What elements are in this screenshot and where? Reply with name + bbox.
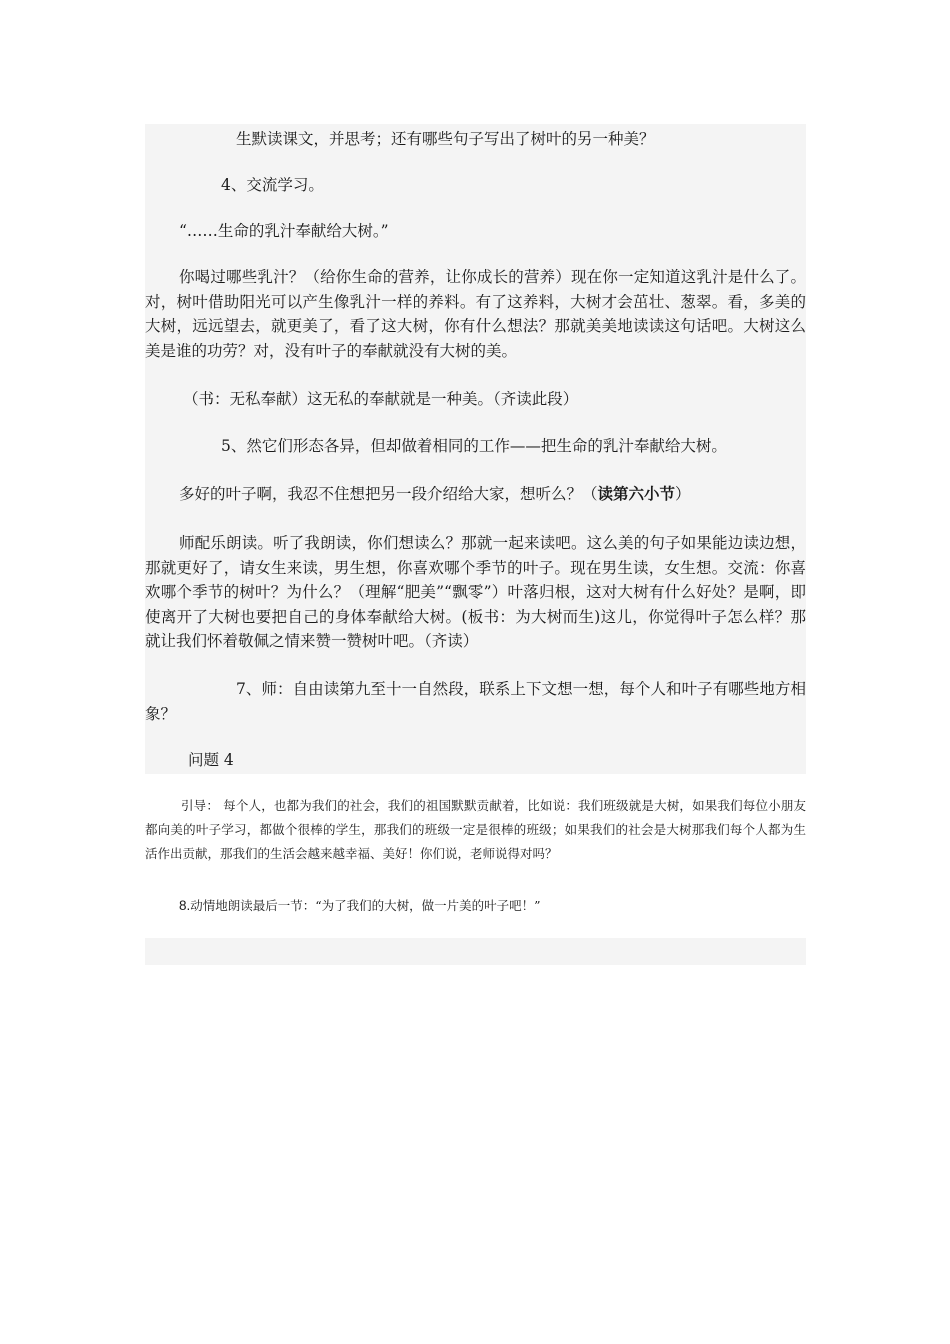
paragraph-guidance: 引导： 每个人，也都为我们的社会，我们的祖国默默贡献着，比如说：我们班级就是大树，如果我们每位小朋友都向美的叶子学习，都做个很棒的学生，那我们的班级一定是很棒的班级；如果我们的社会是大树那我们每个人都为生活作出贡献，那我们的生活会越来越幸福、美好！你们说，老师说得对吗？: [145, 798, 806, 861]
paragraph-teacher-reading: 师配乐朗读。听了我朗读，你们想读么？那就一起来读吧。这么美的句子如果能边读边想，那就更好了，请女生来读，男生想，你喜欢哪个季节的叶子。现在男生读，女生想。交流：你喜欢哪个季节的树叶？为什么？（理解“肥美”“飘零”）叶落归根，这对大树有什么好处？是啊，即使离开了大树也要把自己的身体奉献给大树。(板书：为大树而生)这儿，你觉得叶子怎么样？那就让我们怀着敬佩之情来赞一赞树叶吧。（齐读）: [145, 534, 806, 650]
paragraph-read-section-six-bold: 读第六小节: [597, 484, 676, 503]
shaded-background-bottom: [145, 938, 806, 965]
paragraph-step-8-number: 8.: [179, 898, 191, 913]
paragraph-silent-reading: 生默读课文，并思考；还有哪些句子写出了树叶的另一种美？: [236, 130, 655, 148]
paragraph-question-4: 问题 4: [188, 751, 234, 769]
paragraph-quote-milk: “……生命的乳汁奉献给大树。”: [179, 222, 389, 240]
paragraph-read-section-six-end: ）: [675, 485, 691, 503]
paragraph-milk-explanation: 你喝过哪些乳汁？（给你生命的营养，让你成长的营养）现在你一定知道这乳汁是什么了。对，树叶借助阳光可以产生像乳汁一样的养料。有了这养料，大树才会茁壮、葱翠。看，多美的大树，远远望去，就更美了，看了这大树，你有什么想法？那就美美地读读这句话吧。大树这么美是谁的功劳？对，没有叶子的奉献就没有大树的美。: [145, 268, 806, 360]
paragraph-step-8-text: 动情地朗读最后一节：“为了我们的大树，做一片美的叶子吧！”: [190, 898, 541, 913]
paragraph-read-section-six: [145, 482, 806, 507]
paragraph-selfless-devotion: （书：无私奉献）这无私的奉献就是一种美。（齐读此段）: [183, 390, 579, 408]
paragraph-step-4: 4、交流学习。: [221, 176, 324, 194]
paragraph-step-5: 5、然它们形态各异，但却做着相同的工作——把生命的乳汁奉献给大树。: [221, 437, 727, 455]
paragraph-read-section-six-text: 多好的叶子啊，我忍不住想把另一段介绍给大家，想听么？（: [179, 485, 598, 503]
paragraph-step-8: [145, 894, 806, 918]
paragraph-step-7: 7、师：自由读第九至十一自然段，联系上下文想一想，每个人和叶子有哪些地方相象？: [145, 680, 806, 723]
